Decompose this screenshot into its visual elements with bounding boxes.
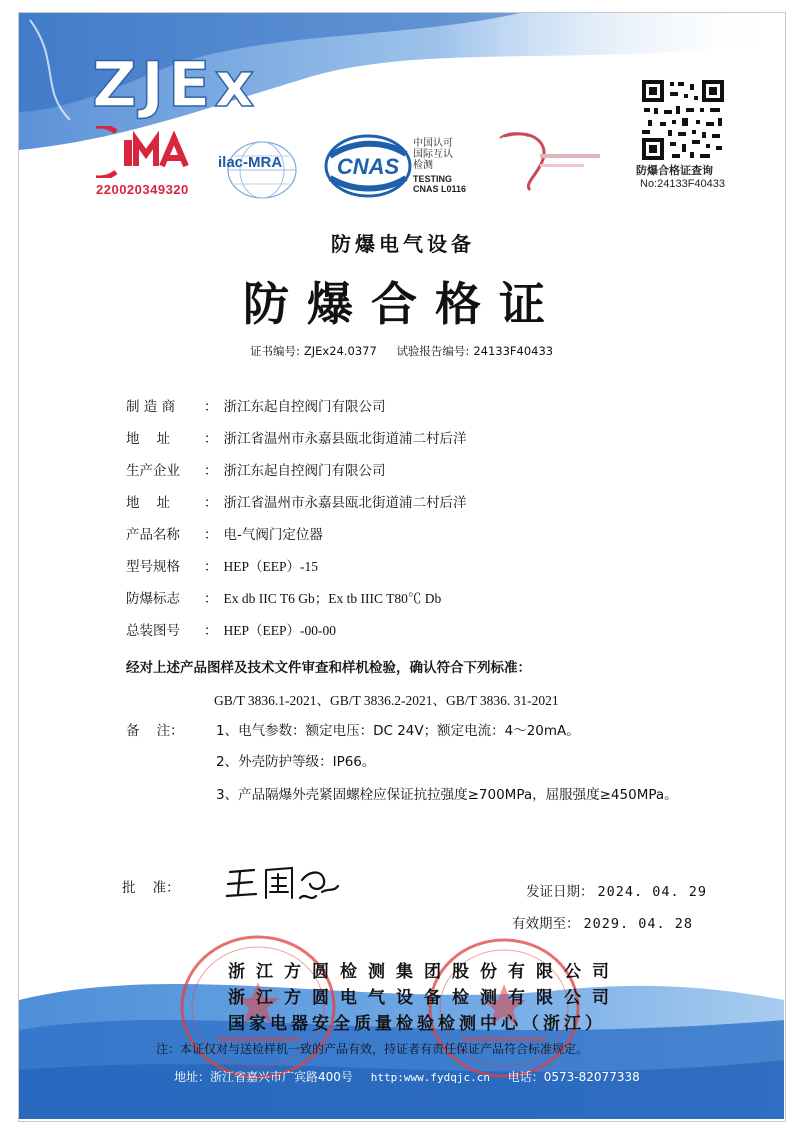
qr-code-icon xyxy=(640,78,726,162)
field-producer-address: 地 址 ： 浙江省温州市永嘉县瓯北街道浦二村后洋 xyxy=(126,495,467,511)
issuer-organization: 浙江方圆检测集团股份有限公司 xyxy=(228,962,620,982)
qr-query-label: 防爆合格证查询 xyxy=(636,164,713,177)
ilac-label: ilac-MRA xyxy=(218,154,283,171)
conformity-statement: 经对上述产品图样及技术文件审查和样机检验，确认符合下列标准： xyxy=(126,660,531,676)
field-value: 浙江省温州市永嘉县瓯北街道浦二村后洋 xyxy=(223,495,467,511)
field-label: 产品名称 xyxy=(126,527,180,543)
cnas-code: CNAS L0116 xyxy=(413,184,467,194)
note-item: 1、电气参数：额定电压：DC 24V；额定电流：4～20mA。 xyxy=(216,723,580,739)
zjex-brand-logo: ZJEx xyxy=(92,48,259,121)
field-ex-marking: 防爆标志 ： Ex db IIC T6 Gb；Ex tb IIIC T80℃ Db xyxy=(126,591,442,607)
report-no-label: 试验报告编号: xyxy=(396,344,470,358)
footer-address: 地址：浙江省嘉兴市广宾路400号 xyxy=(174,1070,353,1084)
report-no: 24133F40433 xyxy=(473,344,554,358)
valid-date-label: 有效期至： xyxy=(512,916,580,932)
issuer-organization: 浙江方圆电气设备检测有限公司 xyxy=(228,988,620,1008)
field-product-name: 产品名称 ： 电-气阀门定位器 xyxy=(126,527,323,543)
standards-list: GB/T 3836.1-2021、GB/T 3836.2-2021、GB/T 3836. 31-2021 xyxy=(214,693,559,708)
field-label: 防爆标志 xyxy=(126,591,180,607)
footer-contact xyxy=(174,1068,654,1085)
cnas-testing-label: TESTING xyxy=(413,174,453,184)
field-value: Ex db IIC T6 Gb；Ex tb IIIC T80℃ Db xyxy=(223,591,442,606)
field-manufacturer: 制 造 商 ： 浙江东起自控阀门有限公司 xyxy=(126,399,386,415)
field-value: HEP（EEP）-00-00 xyxy=(223,623,336,638)
cnas-logo-text: CNAS xyxy=(336,154,400,179)
lab-logo-icon xyxy=(494,128,606,192)
issuer-organization: 国家电器安全质量检验检测中心（浙江） xyxy=(228,1014,606,1034)
notes-label: 备 注： xyxy=(126,723,184,739)
valid-date-row xyxy=(512,912,693,932)
cnas-cn-line: 国际互认 xyxy=(413,149,453,160)
ilac-mra-logo-icon xyxy=(214,132,310,206)
notes-label-text: 备 注 xyxy=(126,723,171,739)
field-value: 浙江东起自控阀门有限公司 xyxy=(223,463,386,479)
cnas-logo-icon xyxy=(324,134,412,198)
field-label: 生产企业 xyxy=(126,463,180,479)
field-drawing-no: 总装图号 ： HEP（EEP）-00-00 xyxy=(126,623,336,639)
note-item: 3、产品隔爆外壳紧固螺栓应保证抗拉强度≥700MPa，屈服强度≥450MPa。 xyxy=(216,787,678,803)
cma-number: 220020349320 xyxy=(96,182,189,197)
note-item: 2、外壳防护等级：IP66。 xyxy=(216,754,376,770)
field-manufacturer-address: 地 址 ： 浙江省温州市永嘉县瓯北街道浦二村后洋 xyxy=(126,431,467,447)
issue-date-label: 发证日期： xyxy=(526,884,594,900)
field-value: 浙江省温州市永嘉县瓯北街道浦二村后洋 xyxy=(223,431,467,447)
field-label: 地 址 xyxy=(126,495,171,511)
field-producer: 生产企业 ： 浙江东起自控阀门有限公司 xyxy=(126,463,386,479)
field-label: 地 址 xyxy=(126,431,171,447)
cnas-cn-line: 中国认可 xyxy=(413,138,453,149)
footer-note: 注：本证仅对与送检样机一致的产品有效，持证者有责任保证产品符合标准规定。 xyxy=(156,1042,589,1056)
cert-no: ZJEx24.0377 xyxy=(303,344,377,358)
valid-date: 2029. 04. 28 xyxy=(583,916,694,932)
footer-website: http:www.fydqjc.cn xyxy=(370,1071,490,1084)
certificate-numbers xyxy=(250,343,569,359)
issue-date: 2024. 04. 29 xyxy=(597,884,708,900)
cnas-cn-line: 检测 xyxy=(413,160,433,171)
cert-no-label: 证书编号: xyxy=(250,344,300,358)
approval-label: 批 准： xyxy=(122,880,180,896)
field-value: 电-气阀门定位器 xyxy=(223,527,323,543)
field-value: 浙江东起自控阀门有限公司 xyxy=(223,399,386,415)
field-label: 型号规格 xyxy=(126,559,180,575)
cnas-cn-text xyxy=(413,138,453,171)
certificate-title: 防爆合格证 xyxy=(243,277,563,331)
footer-phone: 电话：0573-82077338 xyxy=(507,1070,640,1084)
field-label: 制 造 商 xyxy=(126,399,176,415)
certificate-subtitle: 防爆电气设备 xyxy=(331,232,475,256)
qr-number: No:24133F40433 xyxy=(640,178,726,190)
cnas-testing-text xyxy=(413,174,466,194)
issue-date-row xyxy=(526,880,707,900)
cma-logo-icon xyxy=(96,126,196,178)
field-label: 总装图号 xyxy=(126,623,180,639)
signature-image xyxy=(226,862,346,904)
field-model: 型号规格 ： HEP（EEP）-15 xyxy=(126,559,318,575)
field-value: HEP（EEP）-15 xyxy=(223,559,318,574)
